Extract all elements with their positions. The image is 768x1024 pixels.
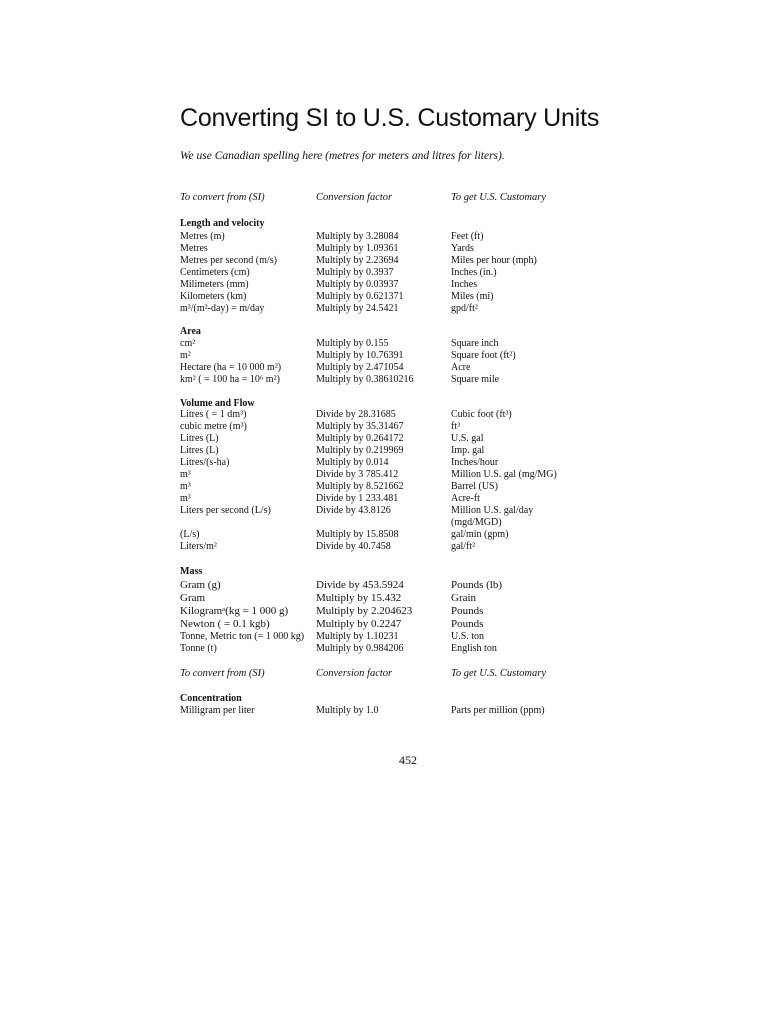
row-from: Milimeters (mm)	[180, 279, 249, 290]
row-factor: Multiply by 0.014	[316, 457, 389, 468]
header-to: To get U.S. Customary	[451, 668, 546, 679]
row-factor: Multiply by 0.219969	[316, 445, 404, 456]
section-title: Area	[180, 326, 201, 337]
row-factor: Divide by 453.5924	[316, 579, 404, 591]
row-factor: Multiply by 35.31467	[316, 421, 404, 432]
row-from: Kilogramᵃ(kg = 1 000 g)	[180, 605, 289, 617]
row-factor: Multiply by 0.38610216	[316, 374, 414, 385]
row-from: Litres (L)	[180, 445, 219, 456]
row-to: Cubic foot (ft³)	[451, 409, 512, 420]
row-to: Barrel (US)	[451, 481, 498, 492]
row-factor: Divide by 3 785.412	[316, 469, 399, 480]
row-to: Square foot (ft²)	[451, 350, 516, 361]
row-from: m³	[180, 493, 191, 504]
page-title: Converting SI to U.S. Customary Units	[180, 104, 600, 132]
row-factor: Multiply by 0.3937	[316, 267, 394, 278]
row-factor: Multiply by 15.432	[316, 592, 402, 604]
row-from: m³/(m²-day) = m/day	[180, 303, 265, 314]
row-from: cm²	[180, 338, 196, 349]
row-from: Litres (L)	[180, 433, 219, 444]
row-to: English ton	[451, 643, 497, 654]
row-from: Metres per second (m/s)	[180, 255, 277, 266]
row-to: gal/min (gpm)	[451, 529, 509, 540]
row-to: Inches	[451, 279, 478, 290]
row-factor: Multiply by 0.03937	[316, 279, 399, 290]
row-to: Square inch	[451, 338, 499, 349]
row-to: Million U.S. gal (mg/MG)	[451, 469, 557, 480]
row-to: Square mile	[451, 374, 500, 385]
section-title: Length and velocity	[180, 218, 265, 229]
row-from: Gram (g)	[180, 579, 221, 591]
row-to: U.S. ton	[451, 631, 485, 642]
row-from: m³	[180, 481, 191, 492]
row-factor: Divide by 1 233.481	[316, 493, 399, 504]
row-to: Pounds (lb)	[451, 579, 503, 591]
section-title: Mass	[180, 566, 203, 577]
row-from: m²	[180, 350, 191, 361]
row-factor: Multiply by 0.2247	[316, 618, 402, 630]
row-to: Miles per hour (mph)	[451, 255, 537, 266]
row-factor: Multiply by 8.521662	[316, 481, 404, 492]
row-from: Kilometers (km)	[180, 291, 247, 302]
row-factor: Multiply by 0.264172	[316, 433, 404, 444]
row-from: cubic metre (m³)	[180, 421, 247, 432]
row-to: Miles (mi)	[451, 291, 494, 302]
row-from: m³	[180, 469, 191, 480]
row-from: Hectare (ha = 10 000 m²)	[180, 362, 282, 373]
row-from: Centimeters (cm)	[180, 267, 250, 278]
row-factor: Multiply by 1.10231	[316, 631, 399, 642]
page-number: 452	[399, 753, 417, 767]
header-from: To convert from (SI)	[180, 668, 265, 679]
row-from: Milligram per liter	[180, 705, 255, 716]
row-factor: Divide by 28.31685	[316, 409, 396, 420]
header-from: To convert from (SI)	[180, 192, 265, 203]
row-factor: Multiply by 1.09361	[316, 243, 399, 254]
row-to: Acre-ft	[451, 493, 480, 504]
row-factor: Multiply by 1.0	[316, 705, 379, 716]
row-to: Grain	[451, 592, 477, 604]
row-to: Yards	[451, 243, 474, 254]
row-to: gal/ft²	[451, 541, 476, 552]
row-to: ft³	[451, 421, 461, 432]
row-factor: Multiply by 10.76391	[316, 350, 404, 361]
row-to: Feet (ft)	[451, 231, 484, 242]
row-from: Tonne, Metric ton (= 1 000 kg)	[180, 631, 305, 642]
row-factor: Multiply by 2.23694	[316, 255, 399, 266]
row-factor: Multiply by 2.204623	[316, 605, 413, 617]
section-title: Concentration	[180, 693, 242, 704]
row-from: km² ( = 100 ha = 10⁶ m²)	[180, 374, 280, 385]
row-factor: Multiply by 24.5421	[316, 303, 399, 314]
row-to: Imp. gal	[451, 445, 485, 456]
row-from: Metres	[180, 243, 208, 254]
row-to: Pounds	[451, 618, 484, 630]
row-factor: Multiply by 0.984206	[316, 643, 404, 654]
row-to: Pounds	[451, 605, 484, 617]
row-factor: Multiply by 3.28084	[316, 231, 399, 242]
row-to: Million U.S. gal/day	[451, 505, 534, 516]
row-factor: Multiply by 0.621371	[316, 291, 404, 302]
row-to: (mgd/MGD)	[451, 517, 502, 528]
row-from: (L/s)	[180, 529, 200, 540]
row-to: Inches/hour	[451, 457, 499, 468]
row-from: Newton ( = 0.1 kgb)	[180, 618, 270, 630]
row-factor: Divide by 43.8126	[316, 505, 391, 516]
row-to: Inches (in.)	[451, 267, 497, 278]
row-to: U.S. gal	[451, 433, 484, 444]
row-to: Parts per million (ppm)	[451, 705, 545, 716]
header-factor: Conversion factor	[316, 192, 393, 203]
row-to: Acre	[451, 362, 471, 373]
row-from: Gram	[180, 592, 206, 604]
header-to: To get U.S. Customary	[451, 192, 546, 203]
row-to: gpd/ft²	[451, 303, 478, 314]
row-factor: Divide by 40.7458	[316, 541, 391, 552]
row-factor: Multiply by 15.8508	[316, 529, 399, 540]
row-from: Litres ( = 1 dm³)	[180, 409, 247, 420]
section-title: Volume and Flow	[180, 398, 255, 409]
row-factor: Multiply by 0.155	[316, 338, 389, 349]
row-from: Metres (m)	[180, 231, 225, 242]
row-from: Tonne (t)	[180, 643, 217, 654]
row-from: Litres/(s-ha)	[180, 457, 230, 468]
subtitle: We use Canadian spelling here (metres for meters and litres for liters).	[180, 150, 505, 162]
header-factor: Conversion factor	[316, 668, 393, 679]
row-factor: Multiply by 2.471054	[316, 362, 404, 373]
row-from: Liters per second (L/s)	[180, 505, 271, 516]
row-from: Liters/m²	[180, 541, 217, 552]
